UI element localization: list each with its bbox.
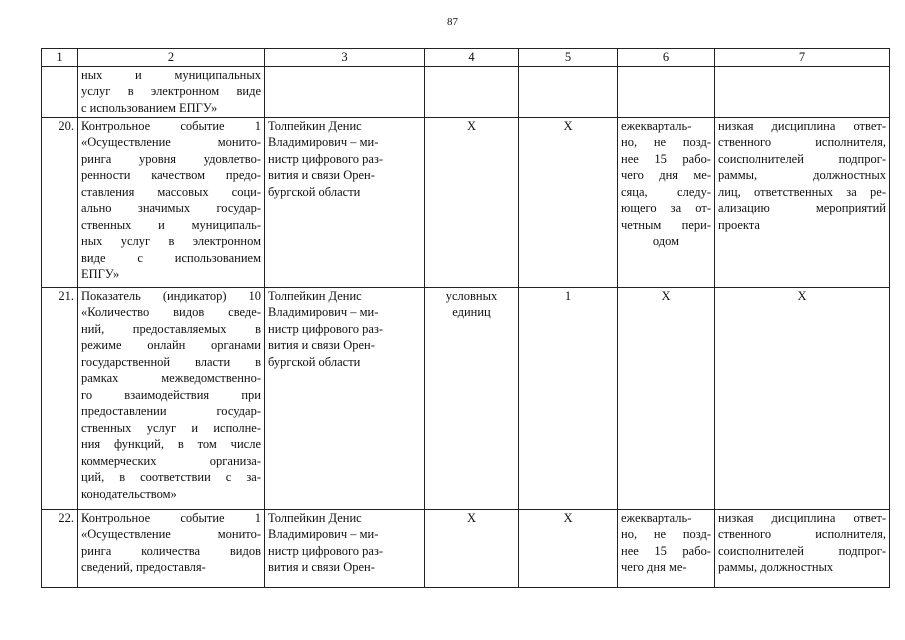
cell-line: вития и связи Орен-: [268, 168, 375, 182]
cell-line: Владимирович – ми-: [268, 305, 379, 319]
cell-line: ственного исполнителя,: [718, 527, 886, 541]
unit-cell: X: [425, 509, 519, 587]
deadline-cell: [618, 66, 715, 117]
cell-line: чего дня ме-: [621, 168, 711, 182]
risk-cell: [715, 66, 890, 117]
cell-line: сведений, предоставля-: [81, 560, 206, 574]
cell-line: Владимирович – ми-: [268, 527, 379, 541]
row-number-cell: 21.: [42, 287, 78, 509]
cell-line: Показатель (индикатор) 10: [81, 288, 261, 303]
cell-line: «Осуществление монито-: [81, 527, 261, 541]
event-cell: [78, 66, 265, 117]
cell-line: предоставлении государ-: [81, 404, 261, 418]
cell-line: ализацию мероприятий: [718, 201, 886, 215]
cell-line: ежекварталь-: [621, 118, 692, 133]
cell-line: Контрольное событие 1: [81, 510, 261, 525]
risk-cell: [715, 509, 890, 587]
cell-line: низкая дисциплина ответ-: [718, 118, 886, 133]
responsible-cell: [265, 509, 425, 587]
cell-line: низкая дисциплина ответ-: [718, 510, 886, 525]
cell-line: ринга количества видов: [81, 543, 261, 558]
header-cell: 2: [78, 49, 265, 67]
cell-line: виде с использованием: [81, 250, 261, 265]
cell-line: вития и связи Орен-: [268, 338, 375, 352]
table-row: [42, 509, 890, 587]
page-number: 87: [447, 16, 458, 28]
cell-line: вития и связи Орен-: [268, 560, 375, 574]
cell-line: ственного исполнителя,: [718, 135, 886, 149]
cell-line: Толпейкин Денис: [268, 288, 362, 303]
cell-line: проекта: [718, 217, 760, 232]
cell-line: ственных и муниципаль-: [81, 217, 261, 232]
cell-line: нистр цифрового раз-: [268, 151, 384, 166]
cell-line: ных услуг в электронном: [81, 234, 261, 248]
event-cell: [78, 509, 265, 587]
cell-line: «Осуществление монито-: [81, 135, 261, 149]
cell-line: го взаимодействия при: [81, 387, 261, 402]
value-cell: [519, 66, 618, 117]
cell-line: ринга уровня удовлетво-: [81, 151, 261, 166]
row-number-cell: [42, 66, 78, 117]
value-cell: X: [519, 117, 618, 287]
cell-line: ных и муниципальных: [81, 67, 261, 82]
table-row: [42, 117, 890, 287]
deadline-cell: [618, 117, 715, 287]
cell-line: режиме онлайн органами: [81, 338, 261, 352]
header-row: [42, 49, 890, 67]
cell-line: единиц: [452, 305, 491, 319]
cell-line: конодательством»: [81, 486, 177, 501]
cell-line: бургской области: [268, 354, 361, 369]
header-cell: 6: [618, 49, 715, 67]
cell-line: нистр цифрового раз-: [268, 543, 384, 558]
deadline-cell: [618, 509, 715, 587]
deadline-cell: X: [618, 287, 715, 509]
cell-line: условных: [445, 288, 498, 303]
cell-line: ющего за от-: [621, 201, 711, 215]
cell-line: раммы, должностных: [718, 168, 886, 182]
cell-line: нее 15 рабо-: [621, 151, 711, 166]
cell-line: ЕПГУ»: [81, 267, 120, 281]
header-cell: 4: [425, 49, 519, 67]
event-cell: [78, 117, 265, 287]
cell-line: сяца, следу-: [621, 184, 711, 199]
cell-line: ния функций, в том числе: [81, 437, 261, 451]
header-cell: 1: [42, 49, 78, 67]
row-number-cell: 20.: [42, 117, 78, 287]
cell-line: но, не позд-: [621, 135, 711, 149]
cell-line: четным пери-: [621, 217, 711, 232]
row-number-cell: 22.: [42, 509, 78, 587]
cell-line: ставления массовых соци-: [81, 184, 261, 199]
cell-line: ний, предоставляемых в: [81, 321, 261, 336]
cell-line: соисполнителей подпрог-: [718, 151, 886, 166]
event-cell: [78, 287, 265, 509]
risk-cell: X: [715, 287, 890, 509]
responsible-cell: [265, 287, 425, 509]
cell-line: услуг в электронном виде: [81, 84, 261, 98]
cell-line: чего дня ме-: [621, 560, 687, 574]
header-cell: 3: [265, 49, 425, 67]
cell-line: лиц, ответственных за ре-: [718, 184, 886, 199]
cell-line: коммерческих организа-: [81, 453, 261, 468]
table-row: [42, 66, 890, 117]
cell-line: Толпейкин Денис: [268, 510, 362, 525]
header-cell: 5: [519, 49, 618, 67]
cell-line: раммы, должностных: [718, 560, 834, 574]
cell-line: Толпейкин Денис: [268, 118, 362, 133]
risk-cell: [715, 117, 890, 287]
responsible-cell: [265, 117, 425, 287]
cell-line: ально значимых государ-: [81, 201, 261, 215]
unit-cell: [425, 66, 519, 117]
cell-line: ственных услуг и исполне-: [81, 420, 261, 435]
cell-line: с использованием ЕПГУ»: [81, 100, 218, 115]
value-cell: X: [519, 509, 618, 587]
table-row: [42, 287, 890, 509]
cell-line: одом: [652, 234, 680, 248]
cell-line: соисполнителей подпрог-: [718, 543, 886, 558]
unit-cell: [425, 287, 519, 509]
cell-line: ций, в соответствии с за-: [81, 470, 261, 484]
cell-line: Владимирович – ми-: [268, 135, 379, 149]
cell-line: ежекварталь-: [621, 510, 692, 525]
cell-line: нее 15 рабо-: [621, 543, 711, 558]
responsible-cell: [265, 66, 425, 117]
plan-table: [41, 48, 890, 588]
unit-cell: X: [425, 117, 519, 287]
cell-line: нистр цифрового раз-: [268, 321, 384, 336]
cell-line: но, не позд-: [621, 527, 711, 541]
cell-line: рамках межведомственно-: [81, 371, 261, 385]
header-cell: 7: [715, 49, 890, 67]
cell-line: бургской области: [268, 184, 361, 199]
cell-line: ренности качеством предо-: [81, 168, 261, 182]
cell-line: государственной власти в: [81, 354, 261, 369]
cell-line: «Количество видов сведе-: [81, 305, 261, 319]
value-cell: 1: [519, 287, 618, 509]
cell-line: Контрольное событие 1: [81, 118, 261, 133]
